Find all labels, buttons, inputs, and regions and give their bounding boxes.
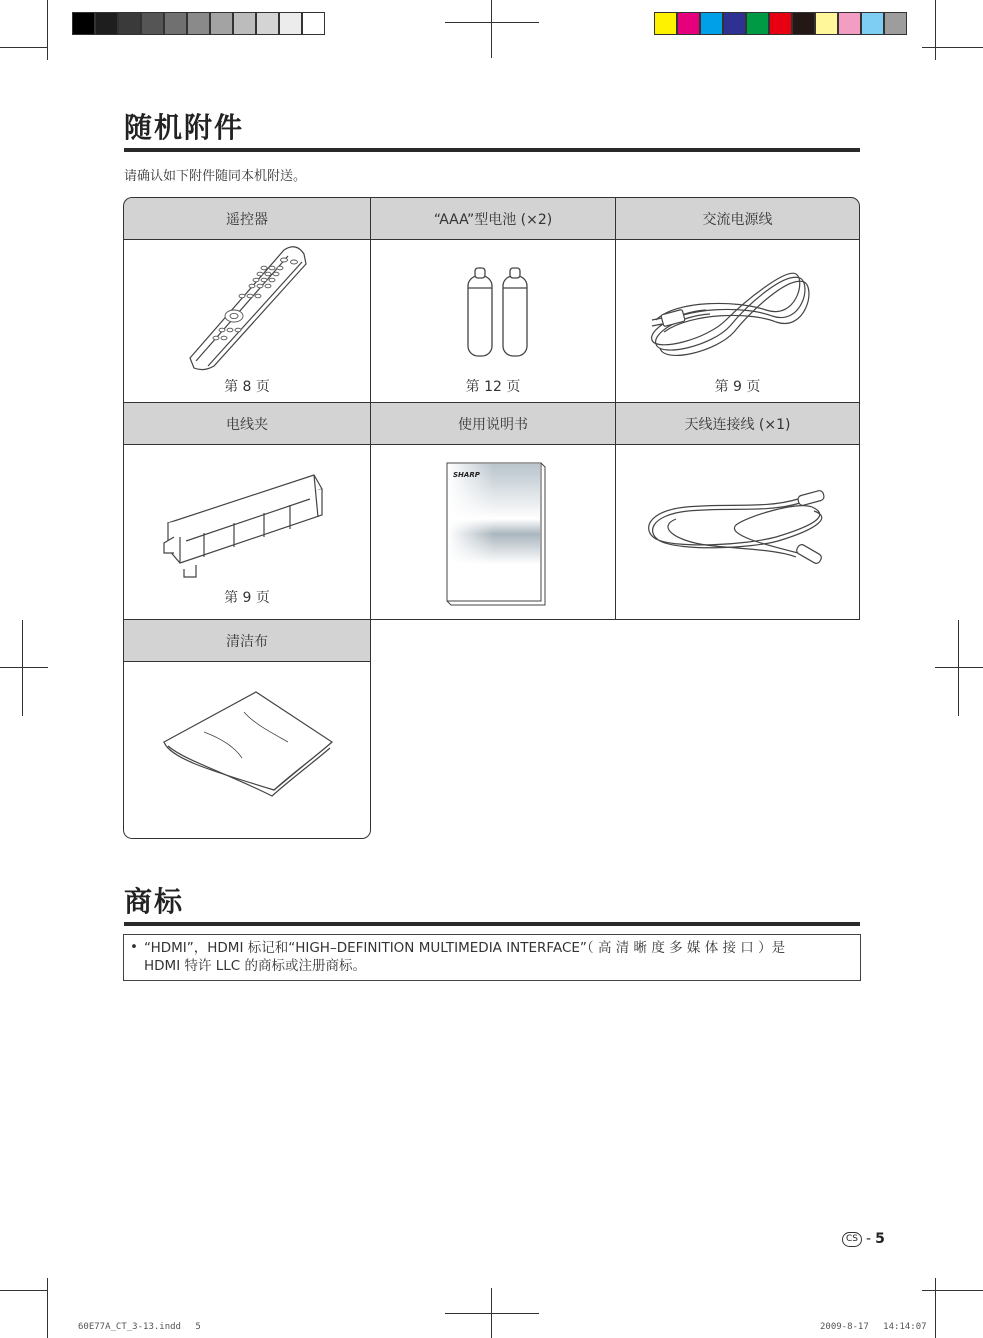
process-swatch	[700, 12, 723, 35]
power-cord-header: 交流电源线	[615, 197, 860, 240]
process-swatch	[746, 12, 769, 35]
antenna-cable-header: 天线连接线 (×1)	[615, 402, 860, 445]
grayscale-swatch	[279, 12, 302, 35]
cleaning-cloth-header: 清洁布	[123, 619, 371, 662]
trademark-line-1: “HDMI”，HDMI 标记和“HIGH–DEFINITION MULTIMEDIA INTERFACE”（ 高 清 晰 度 多 媒 体 接 口 ）是	[144, 940, 786, 956]
process-swatch	[677, 12, 700, 35]
accessories-title: 随机附件	[124, 111, 245, 144]
cleaning-cloth-icon	[124, 662, 370, 838]
grayscale-swatch	[302, 12, 325, 35]
process-swatch	[769, 12, 792, 35]
bullet-dot: •	[130, 939, 138, 955]
accessories-intro: 请确认如下附件随同本机附送。	[124, 169, 307, 184]
file-slug: 60E77A_CT_3-13.indd 5	[78, 1322, 201, 1332]
manual-header: 使用说明书	[370, 402, 616, 445]
grayscale-swatch	[210, 12, 233, 35]
process-swatch	[815, 12, 838, 35]
remote-control-cell	[123, 239, 371, 403]
process-swatch	[838, 12, 861, 35]
power-cord-page-ref: 第 9 页	[714, 379, 761, 395]
grayscale-swatch	[95, 12, 118, 35]
process-swatch	[654, 12, 677, 35]
grayscale-swatch	[72, 12, 95, 35]
manual-brand-logo: SHARP	[453, 471, 480, 479]
remote-control-header: 遥控器	[123, 197, 371, 240]
process-swatch	[884, 12, 907, 35]
grayscale-swatch	[256, 12, 279, 35]
trademark-line-2: HDMI 特许 LLC 的商标或注册商标。	[144, 958, 367, 974]
cable-clamp-header: 电线夹	[123, 402, 371, 445]
process-swatch	[723, 12, 746, 35]
manual-cell	[370, 444, 616, 620]
process-swatch	[792, 12, 815, 35]
trademark-notice	[123, 934, 861, 981]
batteries-page-ref: 第 12 页	[465, 379, 521, 395]
cleaning-cloth-cell	[123, 661, 371, 839]
page-number: 5	[875, 1231, 885, 1247]
page-separator: -	[866, 1231, 872, 1247]
operation-manual-icon	[371, 445, 615, 619]
remote-control-page-ref: 第 8 页	[224, 379, 270, 395]
antenna-cable-cell	[615, 444, 860, 620]
page-number-block	[842, 1231, 885, 1247]
grayscale-swatch	[233, 12, 256, 35]
antenna-cable-icon	[616, 445, 859, 619]
grayscale-swatch	[164, 12, 187, 35]
batteries-cell	[370, 239, 616, 403]
trademark-rule	[124, 922, 860, 926]
grayscale-swatch	[187, 12, 210, 35]
power-cord-cell	[615, 239, 860, 403]
print-timestamp: 2009-8-17 14:14:07	[820, 1322, 927, 1332]
trademark-title: 商标	[124, 885, 185, 918]
grayscale-swatch	[118, 12, 141, 35]
grayscale-swatch	[141, 12, 164, 35]
batteries-header: “AAA”型电池 (×2)	[370, 197, 616, 240]
cable-clamp-cell	[123, 444, 371, 620]
title-rule	[124, 148, 860, 152]
process-swatch	[861, 12, 884, 35]
cable-clamp-page-ref: 第 9 页	[224, 590, 270, 606]
language-badge: CS	[842, 1232, 862, 1247]
